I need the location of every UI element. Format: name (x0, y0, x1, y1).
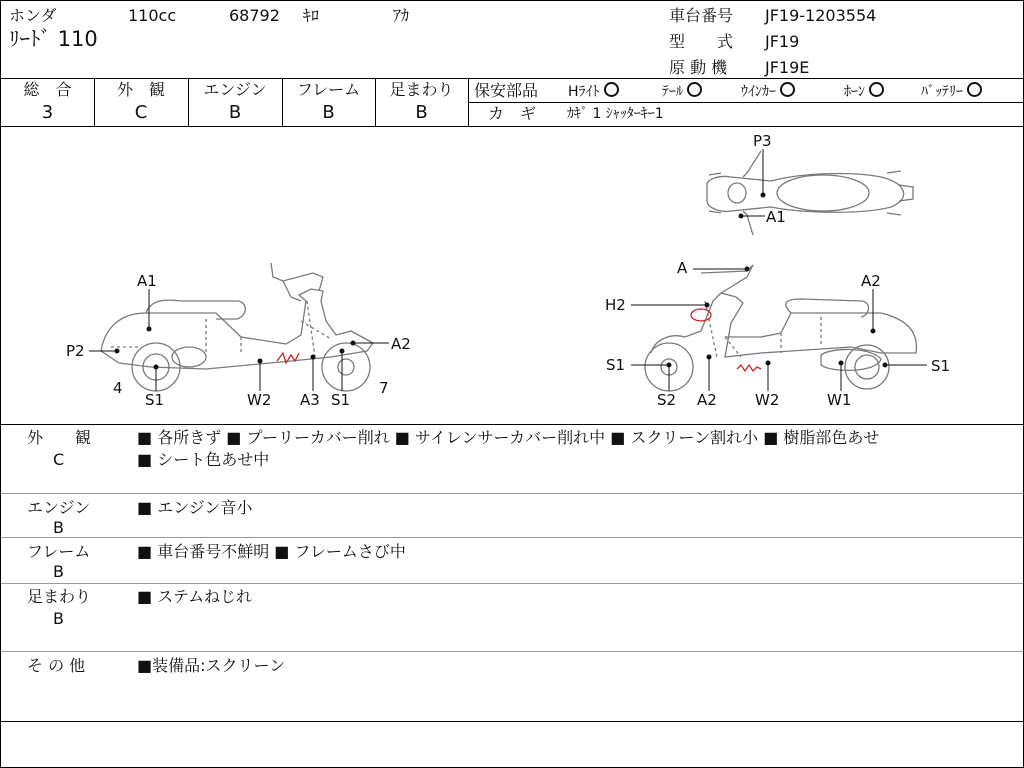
ok-circle-icon (780, 82, 795, 97)
label-left-a3: A3 (300, 391, 320, 409)
note-line-exterior-2: ■ シート色あせ中 (137, 450, 270, 469)
label-left-4: 4 (113, 379, 123, 397)
note-category-frame: フレーム (27, 542, 91, 561)
type-label: 型 式 (669, 32, 734, 51)
label-right-w2: W2 (755, 391, 780, 409)
safety-item-winker: ｳｲﾝｶｰ (741, 82, 795, 101)
ok-circle-icon (687, 82, 702, 97)
grade-header-suspension: 足まわり (389, 80, 454, 99)
label-left-s1b: S1 (331, 391, 351, 409)
note-category-suspension: 足まわり (27, 587, 92, 606)
grade-frame: B (322, 102, 335, 123)
top-view-body (707, 174, 904, 213)
ok-circle-icon (967, 82, 982, 97)
label-right-s1a: S1 (606, 356, 626, 374)
label-top-a1: A1 (766, 208, 786, 226)
key-value: ｶｷﾞ 1 ｼｬｯﾀｰｷｰ1 (567, 106, 664, 122)
label-top-p3: P3 (753, 132, 772, 150)
note-grade-suspension: B (53, 609, 64, 628)
label-left-p2: P2 (66, 342, 85, 360)
grade-header-overall: 総 合 (23, 80, 72, 99)
note-category-other: そ の 他 (27, 656, 86, 675)
label-left-s1a: S1 (145, 391, 165, 409)
note-line-suspension-1: ■ ステムねじれ (137, 587, 253, 606)
grade-header-engine: エンジン (203, 80, 267, 99)
note-line-engine-1: ■ エンジン音小 (137, 498, 253, 517)
label-right-a: A (677, 259, 688, 277)
note-category-engine: エンジン (27, 498, 91, 517)
type-value: JF19 (765, 32, 800, 51)
note-line-frame-1: ■ 車台番号不鮮明 ■ フレームさび中 (137, 542, 406, 561)
label-right-s1b: S1 (931, 357, 951, 375)
maker: ホンダ (9, 6, 57, 25)
label-right-h2: H2 (605, 296, 626, 314)
color: ｱｶ (393, 6, 410, 25)
label-left-a1: A1 (137, 272, 157, 290)
grade-suspension: B (415, 102, 428, 123)
label-left-w2: W2 (247, 391, 272, 409)
ok-circle-icon (604, 82, 619, 97)
label-left-a2: A2 (391, 335, 411, 353)
note-category-exterior: 外 観 (27, 428, 92, 447)
displacement: 110cc (128, 6, 177, 25)
label-right-a2: A2 (861, 272, 881, 290)
safety-item-taillight: ﾃｰﾙ (662, 82, 702, 101)
safety-label: 保安部品 (474, 81, 539, 100)
note-grade-engine: B (53, 518, 64, 537)
model-name: ﾘｰﾄﾞ 110 (9, 27, 98, 51)
key-label: カ ギ (488, 104, 537, 123)
grade-header-exterior: 外 観 (116, 80, 165, 99)
label-left-7: 7 (379, 379, 389, 397)
frame-no: JF19-1203554 (765, 6, 877, 25)
grade-header-frame: フレーム (296, 80, 361, 99)
label-right-s2: S2 (657, 391, 677, 409)
grade-exterior: C (134, 102, 148, 123)
grade-overall: 3 (41, 102, 54, 123)
safety-item-horn: ﾎｰﾝ (844, 82, 884, 101)
label-right-a2b: A2 (697, 391, 717, 409)
mileage-unit: ｷﾛ (303, 6, 320, 25)
damage-mark-w2 (737, 365, 761, 371)
safety-item-headlight: Hﾗｲﾄ (568, 82, 619, 101)
mileage: 68792 (229, 6, 280, 25)
scooter-diagram (1, 127, 1023, 424)
note-line-exterior-1: ■ 各所きず ■ プーリーカバー削れ ■ サイレンサーカバー削れ中 ■ スクリーン割れ小 ■ 樹脂部色あせ (137, 428, 880, 447)
label-right-w1: W1 (827, 391, 852, 409)
engine-label: 原 動 機 (669, 58, 728, 77)
note-grade-exterior: C (53, 450, 65, 469)
engine-value: JF19E (765, 58, 810, 77)
ok-circle-icon (869, 82, 884, 97)
frame-no-label: 車台番号 (669, 6, 734, 25)
grade-engine: B (228, 102, 242, 123)
note-line-other-1: ■装備品:スクリーン (137, 656, 286, 675)
note-grade-frame: B (53, 562, 64, 581)
safety-item-battery: ﾊﾞｯﾃﾘｰ (921, 82, 982, 101)
